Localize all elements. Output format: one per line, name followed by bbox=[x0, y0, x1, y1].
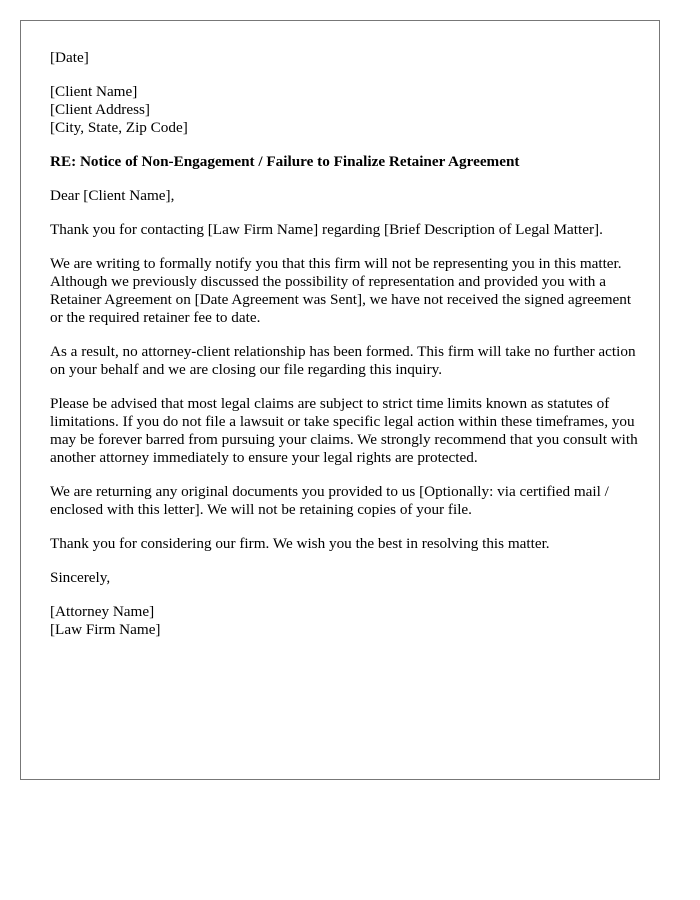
recipient-city-state-zip: [City, State, Zip Code] bbox=[50, 119, 188, 136]
letter-date: [Date] bbox=[50, 49, 89, 66]
paragraph-documents-return: We are returning any original documents you provided to us [Optionally: via certified mail / enclosed with this letter]. We will not be retaining copies of your file. bbox=[50, 483, 609, 518]
salutation: Dear [Client Name], bbox=[50, 187, 175, 204]
recipient-address: [Client Address] bbox=[50, 101, 150, 118]
closing: Sincerely, bbox=[50, 569, 111, 586]
signature-block bbox=[50, 603, 640, 639]
paragraph-intro: Thank you for contacting [Law Firm Name] regarding [Brief Description of Legal Matter]. bbox=[50, 221, 603, 238]
letter-page bbox=[20, 20, 660, 780]
paragraph-notice: We are writing to formally notify you that this firm will not be representing you in this matter. Although we previously discussed the possibility of representation and provided you with a Retainer Agreement on [Date Agreement was Sent], we have not received the signed agreement or the required retainer fee to date. bbox=[50, 255, 632, 326]
signature-attorney: [Attorney Name] bbox=[50, 603, 155, 620]
subject-line: RE: Notice of Non-Engagement / Failure to Finalize Retainer Agreement bbox=[50, 153, 520, 170]
paragraph-thanks: Thank you for considering our firm. We wish you the best in resolving this matter. bbox=[50, 535, 550, 552]
recipient-block bbox=[50, 83, 640, 137]
letter-body bbox=[50, 49, 640, 655]
paragraph-no-relationship: As a result, no attorney-client relationship has been formed. This firm will take no further action on your behalf and we are closing our file regarding this inquiry. bbox=[50, 343, 636, 378]
signature-firm: [Law Firm Name] bbox=[50, 621, 161, 638]
recipient-name: [Client Name] bbox=[50, 83, 138, 100]
paragraph-statute-warning: Please be advised that most legal claims are subject to strict time limits known as statutes of limitations. If you do not file a lawsuit or take specific legal action within these timeframes, you may be forever barred from pursuing your claims. We strongly recommend that you consult with another attorney immediately to ensure your legal rights are protected. bbox=[50, 395, 638, 466]
